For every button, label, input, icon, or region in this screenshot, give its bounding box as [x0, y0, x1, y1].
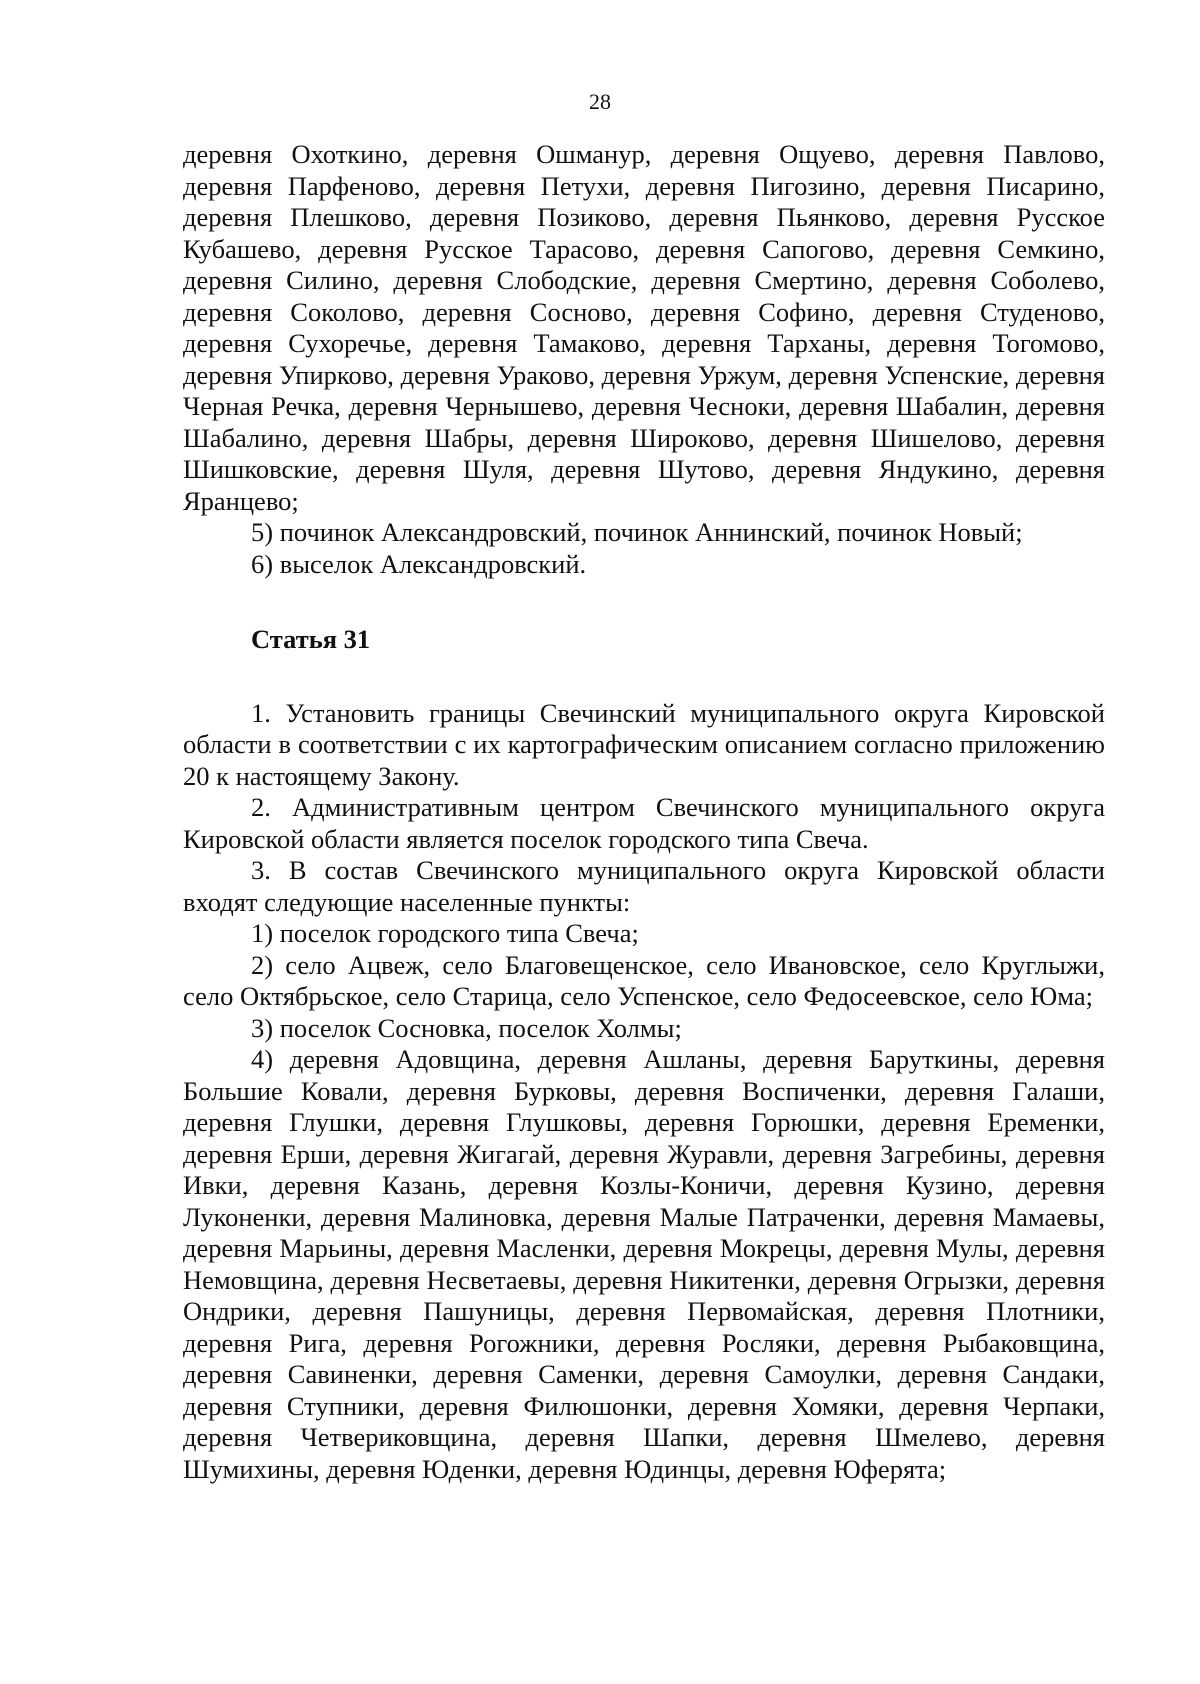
article-heading: Статья 31 [251, 624, 371, 654]
clause-3: 3. В состав Свечинского муниципального округа Кировской области входят следующие населенные пункты: [183, 855, 1105, 917]
document-body [183, 139, 1105, 1485]
clause-2: 2. Административным центром Свечинского муниципального округа Кировской области является поселок городского типа Свеча. [183, 792, 1105, 854]
list-item: 3) поселок Сосновка, поселок Холмы; [251, 1012, 682, 1043]
list-item: 1) поселок городского типа Свеча; [251, 918, 639, 948]
list-item-vyselki: 6) выселок Александровский. [251, 548, 587, 579]
page-number: 28 [589, 89, 611, 114]
continuation-paragraph: деревня Охоткино, деревня Ошманур, деревня Ощуево, деревня Павлово, деревня Парфеново, деревня Петухи, деревня Пигозино, деревня Писарино, деревня Плешково, деревня Позиково, деревня Пьянково, деревня Русское Кубашево, деревня Русское Тарасово, деревня Сапогово, деревня Семкино, деревня Силино, деревня Слободские, деревня Смертино, деревня Соболево, деревня Соколово, деревня Сосново, деревня Софино, деревня Студеново, деревня Сухоречье, деревня Тамаково, деревня Тарханы, деревня Тогомово, деревня Упирково, деревня Ураково, деревня Уржум, деревня Успенские, деревня Черная Речка, деревня Чернышево, деревня Чесноки, деревня Шабалин, деревня Шабалино, деревня Шабры, деревня Широково, деревня Шишелово, деревня Шишковские, деревня Шуля, деревня Шутово, деревня Яндукино, деревня Яранцево; [183, 139, 1105, 516]
list-item-pochinki: 5) починок Александровский, починок Аннинский, починок Новый; [251, 517, 1023, 547]
list-item: 4) деревня Адовщина, деревня Ашланы, деревня Баруткины, деревня Большие Ковали, деревня Бурковы, деревня Воспиченки, деревня Галаши, деревня Глушки, деревня Глушковы, деревня Горюшки, деревня Еременки, деревня Ерши, деревня Жигагай, деревня Журавли, деревня Загребины, деревня Ивки, деревня Казань, деревня Козлы-Коничи, деревня Кузино, деревня Луконенки, деревня Малиновка, деревня Малые Патраченки, деревня Мамаевы, деревня Марьины, деревня Масленки, деревня Мокрецы, деревня Мулы, деревня Немовщина, деревня Несветаевы, деревня Никитенки, деревня Огрызки, деревня Ондрики, деревня Пашуницы, деревня Первомайская, деревня Плотники, деревня Рига, деревня Рогожники, деревня Росляки, деревня Рыбаковщина, деревня Савиненки, деревня Саменки, деревня Самоулки, деревня Сандаки, деревня Ступники, деревня Филюшонки, деревня Хомяки, деревня Черпаки, деревня Четвериковщина, деревня Шапки, деревня Шмелево, деревня Шумихины, деревня Юденки, деревня Юдинцы, деревня Юферята; [183, 1044, 1105, 1484]
clause-1: 1. Установить границы Свечинский муниципального округа Кировской области в соответствии с их картографическим описанием согласно приложению 20 к настоящему Закону. [183, 697, 1105, 791]
list-item: 2) село Ацвеж, село Благовещенское, село Ивановское, село Круглыжи, село Октябрьское, село Старица, село Успенское, село Федосеевское, село Юма; [183, 949, 1105, 1011]
